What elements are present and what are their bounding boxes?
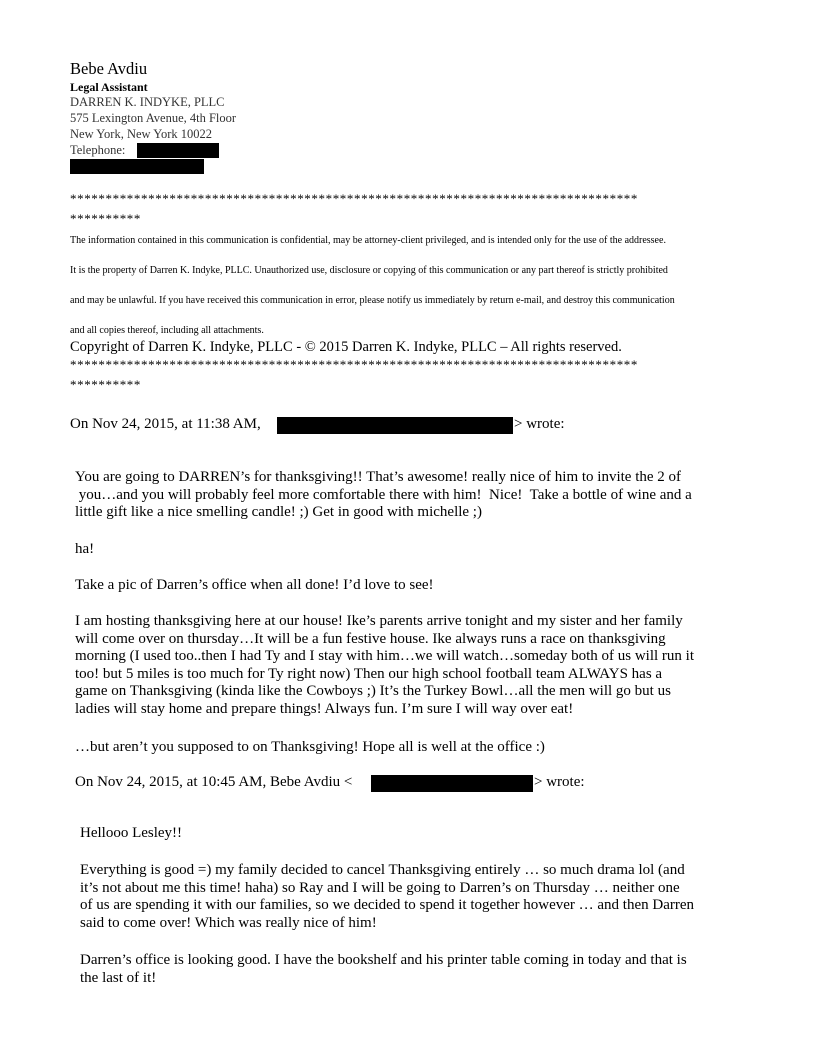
copyright-notice: Copyright of Darren K. Indyke, PLLC - © 2015 Darren K. Indyke, PLLC – All rights reserved. xyxy=(70,339,622,355)
message-paragraph: Everything is good =) my family decided to cancel Thanksgiving entirely … so much drama lol (and it’s not about me this time! haha) so Ray and I will be going to Darren’s on Thursday … neither one of us are spending it with our families, so we decided to spend it together however … and then Darren said to come over! Which was really nice of him! xyxy=(80,862,694,931)
redaction-telephone xyxy=(137,143,219,158)
disclaimer-line: The information contained in this communication is confidential, may be attorney-client privileged, and is intended only for the use of the addressee. xyxy=(70,235,666,246)
redaction-sender-email xyxy=(277,417,513,434)
message-paragraph: Hellooo Lesley!! xyxy=(80,825,183,841)
sender-name: Bebe Avdiu xyxy=(70,59,148,78)
message-paragraph: I am hosting thanksgiving here at our house! Ike’s parents arrive tonight and my sister and her family will come over on thursday…It will be a fun festive house. Ike always runs a race on thanksgiving morning (I used too..then I had Ty and I stay with him…we will watch…someday both of us will run it too! but 5 miles is too much for Ty right now) Then our high school football team ALWAYS has a game on Thanksgiving (kinda like the Cowboys ;) It’s the Turkey Bowl…all the men will go but us ladies will stay home and prepare things! Always fun. I’m sure I will way over eat! xyxy=(75,613,694,717)
redaction-email xyxy=(70,159,204,174)
address-line-2: New York, New York 10022 xyxy=(70,127,213,141)
reply-header-suffix: > wrote: xyxy=(534,774,585,790)
reply-header-prefix: On Nov 24, 2015, at 10:45 AM, Bebe Avdiu < xyxy=(75,774,353,790)
redaction-sender-email xyxy=(371,775,533,792)
disclaimer-stars-bottom-wrap: ********** xyxy=(70,377,141,392)
address-line-1: 575 Lexington Avenue, 4th Floor xyxy=(70,111,237,125)
disclaimer-stars-bottom: ******************************************************************************** xyxy=(70,357,638,372)
telephone-label: Telephone: xyxy=(70,143,126,157)
message-paragraph: …but aren’t you supposed to on Thanksgiving! Hope all is well at the office :) xyxy=(75,739,545,755)
disclaimer-line: and all copies thereof, including all attachments. xyxy=(70,325,264,336)
message-paragraph: ha! xyxy=(75,541,95,557)
disclaimer-line: It is the property of Darren K. Indyke, PLLC. Unauthorized use, disclosure or copying of this communication or any part thereof is strictly prohibited xyxy=(70,265,668,276)
firm-name: DARREN K. INDYKE, PLLC xyxy=(70,95,225,109)
reply-header-suffix: > wrote: xyxy=(514,416,565,432)
message-paragraph: Take a pic of Darren’s office when all done! I’d love to see! xyxy=(75,577,434,593)
disclaimer-stars-top: ******************************************************************************** xyxy=(70,191,638,206)
message-paragraph: Darren’s office is looking good. I have the bookshelf and his printer table coming in today and that is the last of it! xyxy=(80,952,687,986)
message-paragraph: You are going to DARREN’s for thanksgiving!! That’s awesome! really nice of him to invite the 2 of you…and you will probably feel more comfortable there with him! Nice! Take a bottle of wine and a little gift like a nice smelling candle! ;) Get in good with michelle ;) xyxy=(75,469,692,520)
disclaimer-line: and may be unlawful. If you have received this communication in error, please notify us immediately by return e-mail, and destroy this communication xyxy=(70,295,675,306)
disclaimer-stars-top-wrap: ********** xyxy=(70,211,141,226)
reply-header-prefix: On Nov 24, 2015, at 11:38 AM, xyxy=(70,416,261,432)
sender-title: Legal Assistant xyxy=(70,80,148,94)
